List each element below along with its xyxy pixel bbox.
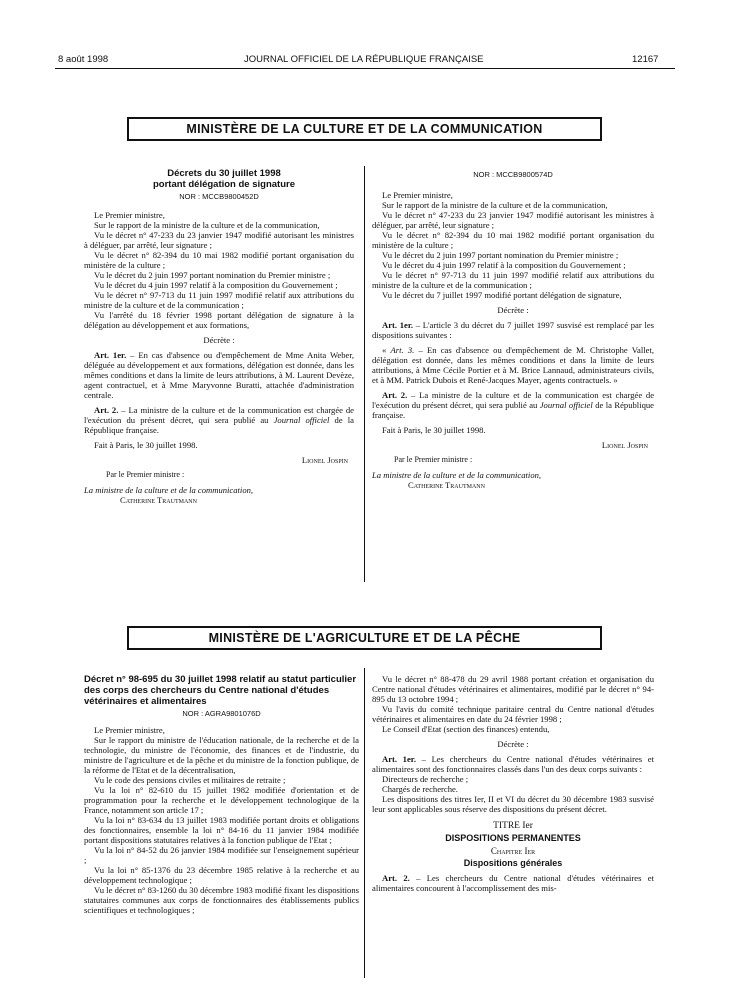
- chapitre-name: Dispositions générales: [463, 858, 563, 868]
- paragraph: Vu le décret n° 97-713 du 11 juin 1997 modifié relatif aux attributions du ministre de la culture et de la communication ;: [84, 290, 354, 310]
- nor-reference: NOR : MCCB9800452D: [179, 192, 259, 201]
- minister-name: Catherine Trautmann: [120, 495, 197, 505]
- decree-title-line1: Décrets du 30 juillet 1998: [167, 168, 281, 179]
- article-text: – Les chercheurs du Centre national d'études vétérinaires et alimentaires sont des fonctionnaires classés dans l'un des deux corps suivants :: [372, 754, 654, 774]
- ministry-agriculture-box: [127, 626, 602, 650]
- chapitre-heading: Chapitre Ier: [490, 846, 536, 856]
- fait-a-paris: Fait à Paris, le 30 juillet 1998.: [382, 425, 486, 435]
- article-text: de la République française.: [84, 415, 354, 435]
- decrete-label: Décrète :: [203, 335, 235, 345]
- paragraph: Vu l'arrêté du 18 février 1998 portant délégation de signature à la délégation au développement et aux formations,: [84, 310, 354, 330]
- paragraph: Vu la loi n° 84-52 du 26 janvier 1984 modifiée sur l'enseignement supérieur ;: [84, 845, 359, 865]
- par-premier-ministre: Par le Premier ministre :: [394, 455, 473, 464]
- agriculture-left-column: [84, 674, 359, 915]
- agriculture-right-column: [372, 674, 654, 893]
- article-text: de la République française.: [372, 400, 654, 420]
- column-divider: [364, 668, 365, 978]
- paragraph: Vu le décret n° 47-233 du 23 janvier 1947 modifié autorisant les ministres à déléguer, par arrêté, leur signature ;: [372, 210, 654, 230]
- header-journal: JOURNAL OFFICIEL DE LA RÉPUBLIQUE FRANÇAISE: [244, 54, 484, 65]
- signatory: Lionel Jospin: [301, 455, 348, 465]
- article-text: – En cas d'absence ou d'empêchement de Mme Anita Weber, déléguée au développement et aux formations, délégation est donnée, dans les mêmes conditions et dans la limite de leurs attributions, à M. Laurent Devèze, agent contractuel, et à Mme Maryvonne Buratti, attachée d'administration centrale.: [84, 350, 354, 400]
- header-rule: [55, 68, 675, 69]
- paragraph: Sur le rapport de la ministre de la culture et de la communication,: [94, 220, 320, 230]
- article-label: Art. 1er.: [94, 350, 127, 360]
- paragraph: Vu le décret du 4 juin 1997 relatif à la composition du Gouvernement ;: [382, 260, 626, 270]
- paragraph: Le Conseil d'Etat (section des finances) entendu,: [382, 724, 550, 734]
- article-2: [372, 390, 654, 420]
- paragraph: Les dispositions des titres Ier, II et VI du décret du 30 décembre 1983 susvisé leur sont applicables sous réserve des dispositions du présent décret.: [372, 794, 654, 814]
- article-label: Art. 1er.: [382, 754, 416, 764]
- header-date: 8 août 1998: [58, 54, 109, 65]
- minister-role: La ministre de la culture et de la communication,: [84, 485, 254, 495]
- paragraph: Vu le décret n° 47-233 du 23 janvier 1947 modifié autorisant les ministres à déléguer, par arrêté, leur signature ;: [84, 230, 354, 250]
- decrete-label: Décrète :: [497, 739, 529, 749]
- decree-title: [84, 168, 354, 190]
- titre-heading: TITRE Ier: [493, 821, 533, 831]
- article-1: [372, 754, 654, 774]
- journal-officiel: Journal officiel: [273, 415, 330, 425]
- header-page-number: 12167: [632, 54, 659, 65]
- ministry-agriculture-title: MINISTÈRE DE L'AGRICULTURE ET DE LA PÊCHE: [208, 631, 521, 645]
- paragraph: Vu le code des pensions civiles et militaires de retraite ;: [94, 775, 286, 785]
- nor-reference: NOR : MCCB9800574D: [473, 170, 553, 179]
- article-label: Art. 3.: [390, 345, 415, 355]
- paragraph: Vu le décret n° 83-1260 du 30 décembre 1983 modifié fixant les dispositions statutaires communes aux corps de fonctionnaires des établissements publics scientifiques et technologiques ;: [84, 885, 359, 915]
- paragraph: Vu le décret n° 97-713 du 11 juin 1997 modifié relatif aux attributions du ministre de la culture et de la communication ;: [372, 270, 654, 290]
- paragraph: Vu la loi n° 85-1376 du 23 décembre 1985 relative à la recherche et au développement technologique ;: [84, 865, 359, 885]
- ministry-culture-box: [127, 117, 602, 141]
- paragraph: Vu le décret n° 82-394 du 10 mai 1982 modifié portant organisation du ministère de la culture ;: [372, 230, 654, 250]
- article-1: [372, 320, 654, 340]
- quote-open: «: [382, 345, 391, 355]
- list-item: Chargés de recherche.: [382, 784, 458, 794]
- paragraph: Vu la loi n° 83-634 du 13 juillet 1983 modifiée portant droits et obligations des fonctionnaires, ensemble la loi n° 84-16 du 11 janvier 1984 modifiée portant dispositions statutaires relatives à la fonction publique de l'Etat ;: [84, 815, 359, 845]
- minister-name: Catherine Trautmann: [408, 480, 485, 490]
- nor-reference: NOR : AGRA9801076D: [182, 709, 261, 718]
- paragraph: Vu le décret du 2 juin 1997 portant nomination du Premier ministre ;: [382, 250, 619, 260]
- paragraph: Le Premier ministre,: [94, 210, 165, 220]
- paragraph: Vu l'avis du comité technique paritaire central du Centre national d'études vétérinaires et alimentaires en date du 24 février 1998 ;: [372, 704, 654, 724]
- signatory: Lionel Jospin: [601, 440, 648, 450]
- article-text: – Les chercheurs du Centre national d'études vétérinaires et alimentaires concourent à l'accomplissement des mis-: [372, 873, 654, 893]
- paragraph: Vu le décret n° 82-394 du 10 mai 1982 modifié portant organisation du ministère de la culture ;: [84, 250, 354, 270]
- decree-title: Décret n° 98-695 du 30 juillet 1998 relatif au statut particulier des corps des chercheurs du Centre national d'études vétérinaires et alimentaires: [84, 674, 357, 707]
- article-label: Art. 2.: [382, 873, 410, 883]
- article-text: – En cas d'absence ou d'empêchement de M. Christophe Vallet, délégation est donnée, dans les mêmes conditions et dans la limite de leurs attributions, à Mme Cécile Portier et à M. Brice Lannaud, administrateurs civils, et à MM. Patrick Dubois et René-Jacques Mayer, agents contractuels. »: [372, 345, 654, 385]
- paragraph: Le Premier ministre,: [382, 190, 453, 200]
- list-item: Directeurs de recherche ;: [382, 774, 469, 784]
- paragraph: Sur le rapport de la ministre de la culture et de la communication,: [382, 200, 608, 210]
- paragraph: Le Premier ministre,: [94, 725, 165, 735]
- paragraph: Vu le décret du 4 juin 1997 relatif à la composition du Gouvernement ;: [94, 280, 338, 290]
- culture-right-column: [372, 168, 654, 490]
- decree-title-line2: portant délégation de signature: [153, 179, 295, 190]
- paragraph: Vu le décret du 7 juillet 1997 modifié portant délégation de signature,: [382, 290, 622, 300]
- paragraph: Vu le décret n° 88-478 du 29 avril 1988 portant création et organisation du Centre national d'études vétérinaires et alimentaires, modifié par le décret n° 94-895 du 13 octobre 1994 ;: [372, 674, 654, 704]
- article-2: [372, 873, 654, 893]
- journal-officiel: Journal officiel: [539, 400, 593, 410]
- minister-role: La ministre de la culture et de la communication,: [372, 470, 542, 480]
- article-text: – L'article 3 du décret du 7 juillet 1997 susvisé est remplacé par les dispositions suivantes :: [372, 320, 654, 340]
- article-2: [84, 405, 354, 435]
- article-label: Art. 1er.: [382, 320, 414, 330]
- paragraph: Vu la loi n° 82-610 du 15 juillet 1982 modifiée d'orientation et de programmation pour la recherche et le développement technologique de la France, notamment son article 17 ;: [84, 785, 359, 815]
- article-label: Art. 2.: [94, 405, 119, 415]
- paragraph: Sur le rapport du ministre de l'éducation nationale, de la recherche et de la technologie, du ministre de l'économie, des finances et de l'industrie, du ministre de l'agriculture et de la pêche et du ministre de la fonction publique, de la réforme de l'Etat et de la décentralisation,: [84, 735, 359, 775]
- column-divider: [364, 166, 365, 582]
- article-text: – La ministre de la culture et de la communication est chargée de l'exécution du présent décret, qui sera publié au: [372, 390, 655, 410]
- article-label: Art. 2.: [382, 390, 408, 400]
- article-text: – La ministre de la culture et de la communication est chargée de l'exécution du présent décret, qui sera publié au: [84, 405, 355, 425]
- culture-left-column: [84, 168, 354, 505]
- decrete-label: Décrète :: [497, 305, 529, 315]
- ministry-culture-title: MINISTÈRE DE LA CULTURE ET DE LA COMMUNICATION: [186, 122, 543, 136]
- par-premier-ministre: Par le Premier ministre :: [106, 470, 185, 479]
- titre-name: DISPOSITIONS PERMANENTES: [445, 833, 581, 843]
- fait-a-paris: Fait à Paris, le 30 juillet 1998.: [94, 440, 198, 450]
- paragraph: Vu le décret du 2 juin 1997 portant nomination du Premier ministre ;: [94, 270, 331, 280]
- article-1: [84, 350, 354, 400]
- quoted-article-3: [372, 345, 654, 385]
